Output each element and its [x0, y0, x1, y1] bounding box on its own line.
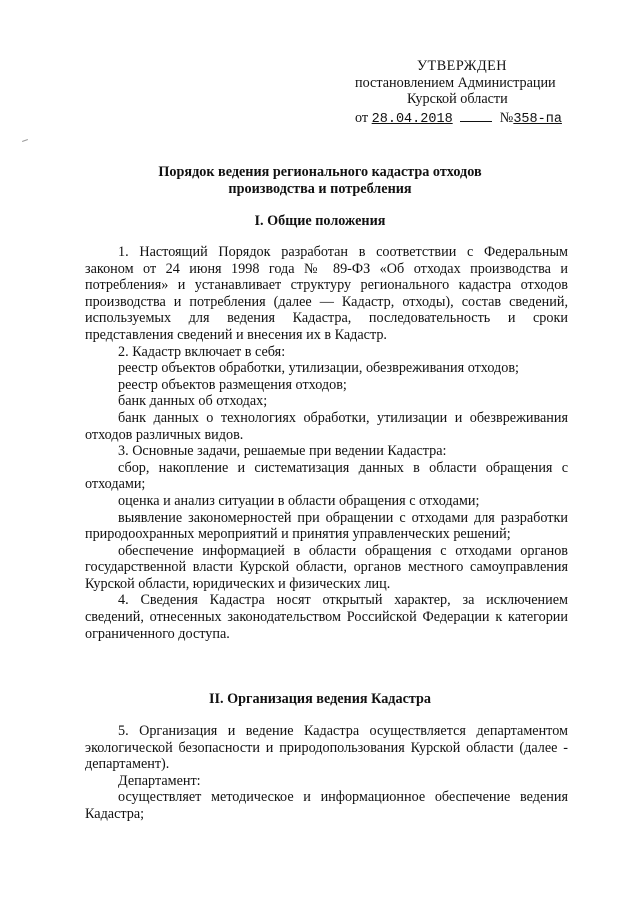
list-item-information: обеспечение информацией в области обращения с отходами органов государственной власти Курской области, органов местного самоуправления Курской области, юридических и физических лиц. [85, 542, 568, 592]
list-item-registry-placement: реестр объектов размещения отходов; [118, 376, 347, 393]
paragraph-department: Департамент: [118, 772, 201, 789]
date-underline [460, 109, 492, 122]
list-item-technology-databank: банк данных о технологиях обработки, утилизации и обезвреживания отходов различных видов. [85, 409, 568, 443]
list-item-data-collection: сбор, накопление и систематизация данных в области обращения с отходами; [85, 459, 568, 493]
list-item-methodical-support: осуществляет методическое и информационное обеспечение ведения Кадастра; [85, 789, 568, 822]
number-prefix: № [499, 109, 514, 126]
paragraph-4: 4. Сведения Кадастра носят открытый характер, за исключением сведений, отнесенных законодательством Российской Федерации к категории ограниченного доступа. [85, 592, 568, 642]
paragraph-3: 3. Основные задачи, решаемые при ведении Кадастра: [118, 443, 447, 460]
document-title [60, 164, 580, 198]
approval-date: 28.04.2018 [371, 111, 453, 127]
list-item-registry-processing: реестр объектов обработки, утилизации, обезвреживания отходов; [118, 360, 519, 377]
approval-number: 358-па [513, 111, 562, 127]
list-item-situation-analysis: оценка и анализ ситуации в области обращения с отходами; [118, 492, 480, 509]
approval-decree-line: постановлением Администрации [355, 74, 556, 91]
title-line-2: производства и потребления [228, 181, 412, 197]
approval-date-line [355, 109, 570, 129]
paragraph-2: 2. Кадастр включает в себя: [118, 343, 286, 360]
scan-mark [22, 139, 28, 142]
paragraph-5: 5. Организация и ведение Кадастра осуществляется департаментом экологической безопасности и природопользования Курской области (далее - департамент). [85, 723, 568, 773]
approval-title: УТВЕРЖДЕН [417, 58, 508, 74]
section-heading-general: I. Общие положения [254, 213, 386, 229]
approval-stamp [355, 58, 570, 128]
list-item-waste-databank: банк данных об отходах; [118, 393, 268, 410]
list-item-patterns: выявление закономерностей при обращении с отходами для разработки природоохранных мероприятий и принятия управленческих решений; [85, 509, 568, 543]
approval-region-line: Курской области [407, 91, 508, 108]
title-line-1: Порядок ведения регионального кадастра отходов [158, 164, 482, 180]
date-prefix: от [355, 109, 369, 126]
paragraph-1: 1. Настоящий Порядок разработан в соответствии с Федеральным законом от 24 июня 1998 года № 89-ФЗ «Об отходах производства и потребления» и устанавливает структуру регионального кадастра отходов производства и потребления (далее — Кадастр, отходы), состав сведений, используемых для ведения Кадастра, последовательность и сроки представления сведений и внесения их в Кадастр. [85, 244, 568, 343]
section-organization-body [85, 723, 568, 823]
section-general-body [85, 244, 568, 642]
section-heading-organization: II. Организация ведения Кадастра [208, 691, 432, 707]
